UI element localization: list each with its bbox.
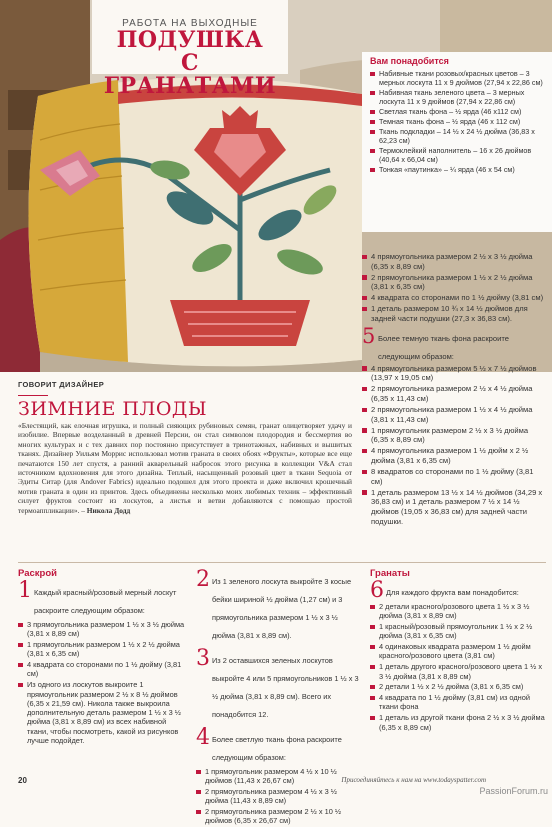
list-item: 1 прямоугольник размером 4 ½ х 10 ½ дюймов (11,43 х 26,67 см): [196, 767, 360, 786]
list-item: 4 квадрата по 1 ½ дюйму (3,81 см) из одной ткани фона: [370, 693, 546, 712]
materials-item: Набивные ткани розовых/красных цветов – 3 мерных лоскута 11 х 9 дюймов (27,94 х 22,86 см): [370, 69, 544, 87]
designer-label: ГОВОРИТ ДИЗАЙНЕР: [18, 380, 105, 389]
list-item: 3 прямоугольника размером 1 ½ х 3 ½ дюйма (3,81 х 8,89 см): [18, 620, 188, 639]
step-text: Более светлую ткань фона раскроите следующим образом:: [212, 735, 342, 762]
list-item: 4 квадрата со сторонами по 1 ½ дюйму (3,81 см): [362, 293, 546, 303]
step-text: Каждый красный/розовый мерный лоскут раскроите следующим образом:: [34, 588, 177, 615]
list-item: 2 детали красного/розового цвета 1 ½ х 3 ½ дюйма (3,81 х 8,89 см): [370, 602, 546, 621]
step-text: Из 1 зеленого лоскута выкройте 3 косые бейки шириной ½ дюйма (1,27 см) и 3 прямоугольника размером 1 ½ х 3 ½ дюйма (3,81 х 8,89 см).: [212, 577, 352, 640]
list-item: 1 деталь другого красного/розового цвета 1 ½ х 3 ½ дюйма (3,81 х 8,89 см): [370, 662, 546, 681]
list-item: 2 прямоугольника размером 4 ½ х 3 ½ дюйма (11,43 х 8,89 см): [196, 787, 360, 806]
designer-block: [18, 380, 352, 515]
list-item: 4 квадрата со сторонами по 1 ½ дюйму (3,81 см): [18, 660, 188, 679]
list-item: Из одного из лоскутов выкроите 1 прямоугольник размером 2 ½ х 8 ½ дюймов (6,35 х 21,59 см). Никола также выкроила дополнительную деталь размером 1 ½ х 3 ½ дюйма (3,81 х 8,89 см) из всех набивной ткани, чтобы посмотреть, какой из рисунков лучше подойдет.: [18, 680, 188, 745]
materials-item: Светлая ткань фона – ½ ярда (46 х112 см): [370, 107, 544, 116]
materials-panel: [362, 52, 552, 232]
step-number: 1: [18, 578, 32, 603]
step-4: [196, 725, 360, 765]
list-item: 2 детали 1 ½ х 2 ½ дюйма (3,81 х 6,35 см): [370, 682, 546, 691]
materials-item: Тонкая «паутинка» – ¼ ярда (46 х 54 см): [370, 165, 544, 174]
list-item: 1 деталь из другой ткани фона 2 ½ х 3 ½ дюйма (6,35 х 8,89 см): [370, 713, 546, 732]
list-item: 1 прямоугольник размером 2 ½ х 3 ½ дюйма (6,35 х 8,89 см): [362, 426, 546, 445]
red-fabric-list: [18, 620, 188, 745]
step-number: 5: [362, 323, 376, 348]
site-link[interactable]: Присоединяйтесь к нам на www.todayspatter.com: [341, 776, 486, 784]
list-item: 8 квадратов со сторонами по 1 ½ дюйму (3,81 см): [362, 467, 546, 486]
quote-text: «Блестящий, как елочная игрушка, и полный сияющих рубиновых семян, гранат олицетворяет удачу и изобилие. Впервые возделанный в древней Персии, он стал символом плодородия и бессмертия во многих культурах и с тех давних пор постоянно присутствует в тринотажных, набивных и вышитых тканях. Дизайнер Уильям Моррис использовал мотив граната в своих обоях «Фрукты», которые все еще печатаются 150 лет спустя, а ранний акварельный набросок этого рисунка в коллекции V&A стал источником вдохновения для этого дизайна. Теплый, насыщенный розовый цвет в ткани Sequoia от Эдиты Ситар (для Andover Fabrics) идеально подошел для этого проекта и даже включил крошечный мотив граната в один из принтов. Здесь объединены несколько моих любимых техник – эффективный силует фруктов состоит из лоскутов, а листья и ветви добавляются с помощью простой термоаппликации».: [18, 421, 352, 515]
cutting-heading: Раскрой: [18, 568, 57, 579]
materials-heading: Вам понадобится: [370, 56, 449, 66]
step-number: 6: [370, 578, 384, 603]
step-number: 2: [196, 567, 210, 592]
pomegranates-column: [370, 568, 546, 733]
list-item: 4 прямоугольника размером 2 ½ х 3 ½ дюйма (6,35 х 8,89 см): [362, 252, 546, 271]
designer-quote: «Блестящий, как елочная игрушка, и полный сияющих рубиновых семян, гранат олицетворяет удачу и изобилие. Впервые возделанный в древней Персии, он стал символом плодородия и бессмертия во многих культурах и с тех давних пор постоянно присутствует в тринотажных, набивных и вышитых тканях. Дизайнер Уильям Моррис использовал мотив граната в своих обоях «Фрукты», которые все еще печатаются 150 лет спустя, а ранний акварельный набросок этого рисунка в коллекции V&A стал источником вдохновения для этого дизайна. Теплый, насыщенный розовый цвет в ткани Sequoia от Эдиты Ситар (для Andover Fabrics) идеально подошел для этого проекта и даже включил крошечный мотив граната в один из принтов. Здесь объединены несколько моих любимых техник – эффективный силует фруктов состоит из лоскутов, а листья и ветви добавляются с помощью простой термоаппликации». – Никола Додд: [18, 421, 352, 515]
quote-author: Никола Додд: [86, 505, 131, 515]
materials-item: Темная ткань фона – ½ ярда (46 х 112 см): [370, 117, 544, 126]
step-1: [18, 578, 188, 618]
list-item: 2 прямоугольника размером 1 ½ х 4 ½ дюйма (3,81 х 11,43 см): [362, 405, 546, 424]
list-item: 1 красный/розовый прямоугольник 1 ½ х 2 ½ дюйма (3,81 х 6,35 см): [370, 622, 546, 641]
list-item: 1 деталь размером 10 ¾ х 14 ½ дюймов для задней части подушки (27,3 х 36,83 см).: [362, 304, 546, 323]
list-item: 1 прямоугольник размером 1 ½ х 2 ½ дюйма (3,81 х 6,35 см): [18, 640, 188, 659]
materials-item: Ткань подкладки – 14 ½ х 24 ½ дюйма (36,83 х 62,23 см): [370, 127, 544, 145]
list-item: 2 прямоугольника размером 2 ½ х 4 ½ дюйма (6,35 х 11,43 см): [362, 384, 546, 403]
fruit-pieces-list: [370, 602, 546, 732]
step-number: 3: [196, 646, 210, 671]
step-2: [196, 567, 360, 643]
article-title-box: [92, 0, 288, 99]
step-text: Из 2 оставшихся зеленых лоскутов выкройте 4 или 5 прямоугольников 1 ½ х 3 ½ дюйма (3,81 х 8,89 см). Всего их понадобится 12.: [212, 656, 359, 719]
page-title-line-1: ПОДУШКА: [116, 27, 264, 53]
list-item: 2 прямоугольника размером 1 ½ х 2 ½ дюйма (3,81 х 6,35 см): [362, 273, 546, 292]
step-5: [362, 323, 546, 364]
divider: [18, 395, 48, 396]
list-item: 4 одинаковых квадрата размером 1 ½ дюйм красного/розового цвета (3,81 см): [370, 642, 546, 661]
list-item: 4 прямоугольника размером 5 ½ х 7 ½ дюймов (13,97 х 19,05 см): [362, 364, 546, 383]
light-fabric-list-continued: [362, 252, 546, 324]
step-text: Для каждого фрукта вам понадобится:: [386, 588, 519, 597]
dark-fabric-list: [362, 364, 546, 527]
cutting-column-1: [18, 568, 188, 747]
step-3: [196, 646, 360, 722]
materials-item: Термоклейкий наполнитель – 16 х 26 дюймов (40,64 х 66,04 см): [370, 146, 544, 164]
list-item: 2 прямоугольника размером 2 ½ х 10 ½ дюймов (6,35 х 26,67 см): [196, 807, 360, 826]
step-text: Более темную ткань фона раскроите следующим образом:: [378, 333, 509, 361]
materials-list: [370, 69, 544, 174]
right-column-cutting: [362, 252, 546, 528]
section-divider: [18, 562, 546, 563]
list-item: 1 деталь размером 13 ½ х 14 ½ дюймов (34,29 х 36,83 см) и 1 деталь размером 7 ½ х 14 ½ дюймов (19,05 х 36,83 см) для задней части подушки.: [362, 488, 546, 526]
page-number: 20: [18, 776, 27, 785]
step-number: 4: [196, 725, 210, 750]
section-kicker: РАБОТА НА ВЫХОДНЫЕ: [122, 18, 258, 29]
designer-title: ЗИМНИЕ ПЛОДЫ: [18, 398, 208, 420]
pomegranates-heading: Гранаты: [370, 568, 410, 579]
materials-item: Набивная ткань зеленого цвета – 3 мерных лоскута 11 х 9 дюймов (27,94 х 22,86 см): [370, 88, 544, 106]
page-footer: [18, 776, 546, 790]
page-title-line-2: С ГРАНАТАМИ: [103, 50, 277, 99]
step-6: [370, 578, 546, 603]
list-item: 4 прямоугольника размером 1 ½ дюйм х 2 ½ дюйма (3,81 х 6,35 см): [362, 446, 546, 465]
watermark: PassionForum.ru: [479, 786, 548, 796]
